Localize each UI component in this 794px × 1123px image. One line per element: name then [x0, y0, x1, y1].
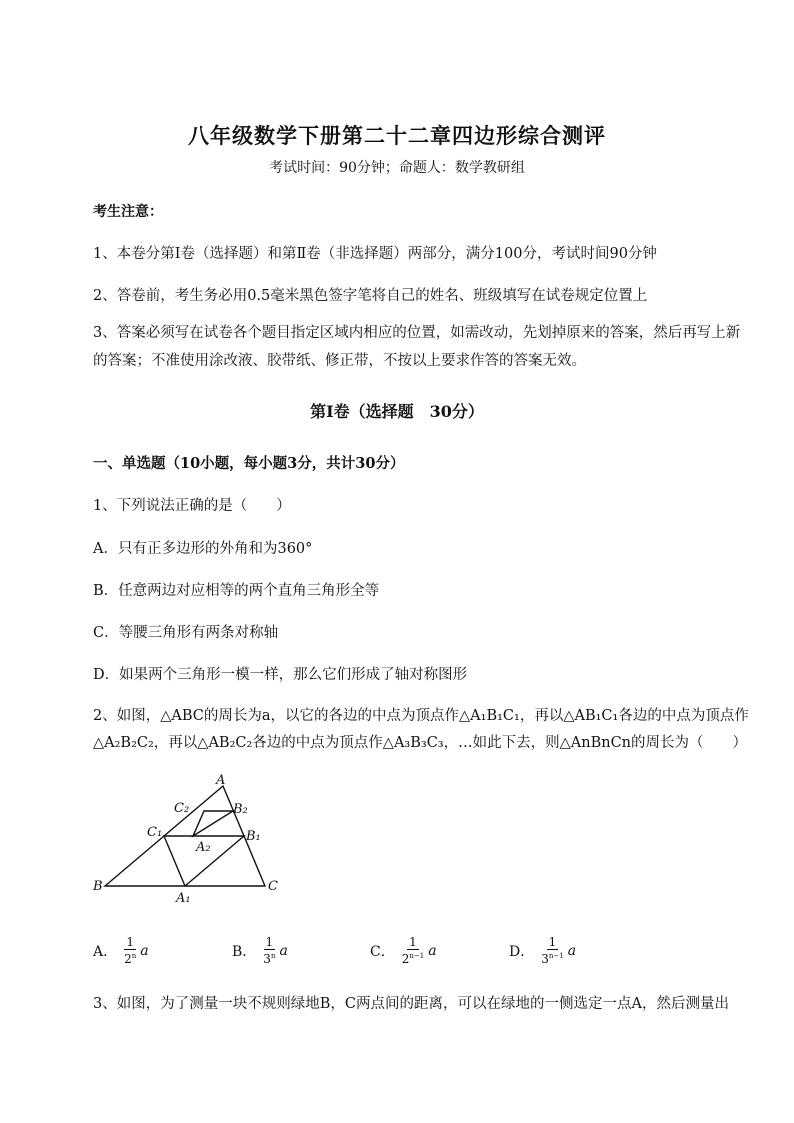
label-b: B [93, 879, 103, 894]
notice-heading: 考生注意： [93, 204, 163, 220]
part-heading: 一、单选题（10小题，每小题3分，共计30分） [93, 455, 405, 472]
q1-option-b: B．任意两边对应相等的两个直角三角形全等 [93, 583, 380, 599]
label-a1: A₁ [176, 891, 191, 905]
exam-info: 考试时间：90分钟；命题人：数学教研组 [269, 160, 525, 176]
q2-triangle-figure [85, 770, 295, 905]
notice-item-1: 1、本卷分第Ⅰ卷（选择题）和第Ⅱ卷（非选择题）两部分，满分100分，考试时间90分钟 [93, 246, 657, 262]
section-title: 第Ⅰ卷（选择题 30分） [310, 402, 484, 421]
label-a2: A₂ [196, 840, 211, 855]
label-b1: B₁ [246, 829, 261, 844]
notice-item-3: 3、答案必须写在试卷各个题目指定区域内相应的位置，如需改动，先划掉原来的答案，然后再写上新的答案；不准使用涂改液、胶带纸、修正带，不按以上要求作答的答案无效。 [93, 325, 741, 369]
q2-option-a: A． $\frac{1}{2^n}$ a [93, 935, 149, 966]
q3-stem: 3、如图，为了测量一块不规则绿地B，C两点间的距离，可以在绿地的一侧选定一点A，然后测量出 [93, 996, 729, 1012]
label-b2: B₂ [233, 802, 248, 817]
q2-option-b: B． $\frac{1}{3^n}$ a [232, 935, 288, 966]
q1-option-d: D．如果两个三角形一模一样，那么它们形成了轴对称图形 [93, 667, 468, 683]
q2-option-d: D． $\frac{1}{3^{n-1}}$ a [509, 935, 577, 966]
q1-option-a: A．只有正多边形的外角和为360° [93, 541, 313, 557]
q2-option-c: C． $\frac{1}{2^{n-1}}$ a [370, 935, 437, 966]
q1-stem: 1、下列说法正确的是（ ） [93, 498, 291, 514]
triangle-a2b2c2 [193, 811, 233, 836]
label-a: A [216, 773, 226, 788]
q2-stem-line2: △A₂B₂C₂，再以△AB₂C₂各边的中点为顶点作△A₃B₃C₃，…如此下去，则△AnBnCn的周长为（ ） [93, 735, 748, 751]
q2-stem-line1: 2、如图，△ABC的周长为a，以它的各边的中点为顶点作△A₁B₁C₁，再以△AB₁C₁各边的中点为顶点作 [93, 708, 749, 724]
notice-item-2: 2、答卷前，考生务必用0.5毫米黑色签字笔将自己的姓名、班级填写在试卷规定位置上 [93, 288, 648, 304]
label-c: C [268, 879, 278, 894]
label-c1: C₁ [147, 825, 163, 840]
q1-option-c: C．等腰三角形有两条对称轴 [93, 625, 279, 641]
page-title: 八年级数学下册第二十二章四边形综合测评 [188, 123, 606, 148]
label-c2: C₂ [174, 801, 190, 816]
